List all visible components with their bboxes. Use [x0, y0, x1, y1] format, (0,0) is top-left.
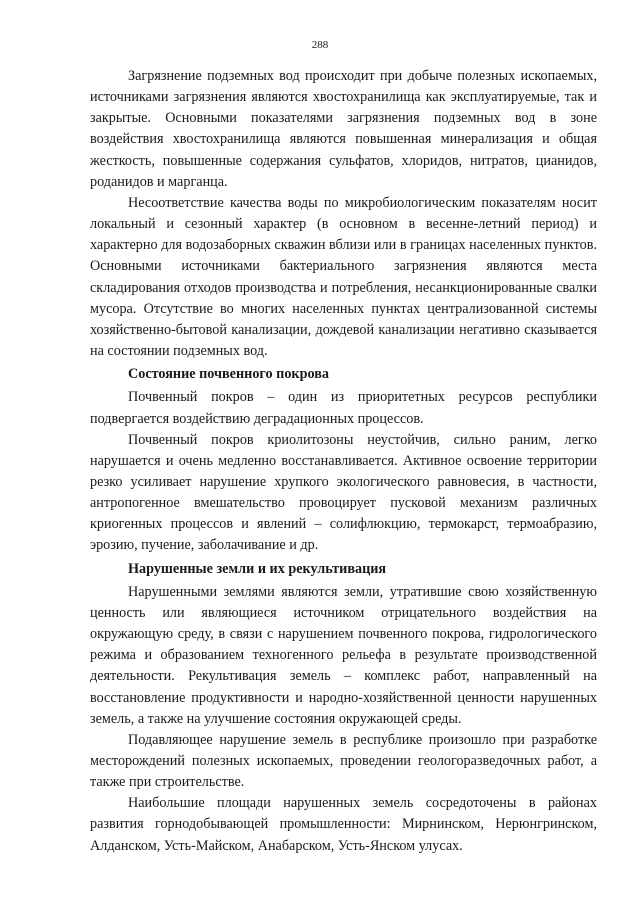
- page-number: 288: [311, 39, 329, 51]
- paragraph-groundwater-pollution: Загрязнение подземных вод происходит при добыче полезных ископаемых, источниками загрязнения являются хвостохранилища как эксплуатируемые, так и закрытые. Основными показателями загрязнения подземных вод в зоне воздействия хвостохранилища являются повышенная минерализация и общая жесткость, повышенные содержания сульфатов, хлоридов, нитратов, цианидов, роданидов и марганца.: [90, 68, 597, 190]
- heading-soil-cover: Состояние почвенного покрова: [128, 366, 329, 383]
- paragraph-cryolithozone: Почвенный покров криолитозоны неустойчив, сильно раним, легко нарушается и очень медленно восстанавливается. Активное освоение территории резко усиливает нарушение хрупкого экологического равновесия, в частности, антропогенное вмешательство провоцирует пусковой механизм различных криогенных процессов и явлений – солифлюкцию, термокарст, термоабразию, эрозию, пучение, заболачивание и др.: [90, 431, 597, 554]
- paragraph-disturbed-areas: Наибольшие площади нарушенных земель сосредоточены в районах развития горнодобывающей промышленности: Мирнинском, Нерюнгринском, Алданском, Усть-Майском, Анабарском, Усть-Янском улусах.: [90, 795, 597, 854]
- document-body: [90, 66, 597, 857]
- paragraph-soil-cover-intro: Почвенный покров – один из приоритетных ресурсов республики подвергается воздействию деградационных процессов.: [90, 389, 597, 427]
- paragraph-disturbed-lands-definition: Нарушенными землями являются земли, утратившие свою хозяйственную ценность или являющиеся источником отрицательного воздействия на окружающую среду, в связи с нарушением почвенного покрова, гидрологического режима и образованием техногенного рельефа в результате производственной деятельности. Рекультивация земель – комплекс работ, направленный на восстановление продуктивности и народно-хозяйственной ценности нарушенных земель, а также на улучшение состояния окружающей среды.: [90, 583, 597, 727]
- heading-disturbed-lands: Нарушенные земли и их рекультивация: [128, 560, 387, 577]
- paragraph-disturbance-causes: Подавляющее нарушение земель в республике произошло при разработке месторождений полезных ископаемых, проведении геологоразведочных работ, а также при строительстве.: [90, 731, 597, 791]
- paragraph-water-quality: Несоответствие качества воды по микробиологическим показателям носит локальный и сезонный характер (в основном в весенне-летний период) и характерно для водозаборных скважин вблизи или в границах населенных пунктов. Основными источниками бактериального загрязнения являются места складирования отходов производства и потребления, несанкционированные свалки мусора. Отсутствие во многих населенных пунктах централизованной системы хозяйственно-бытовой канализации, дождевой канализации негативно сказывается на состоянии подземных вод.: [90, 194, 597, 360]
